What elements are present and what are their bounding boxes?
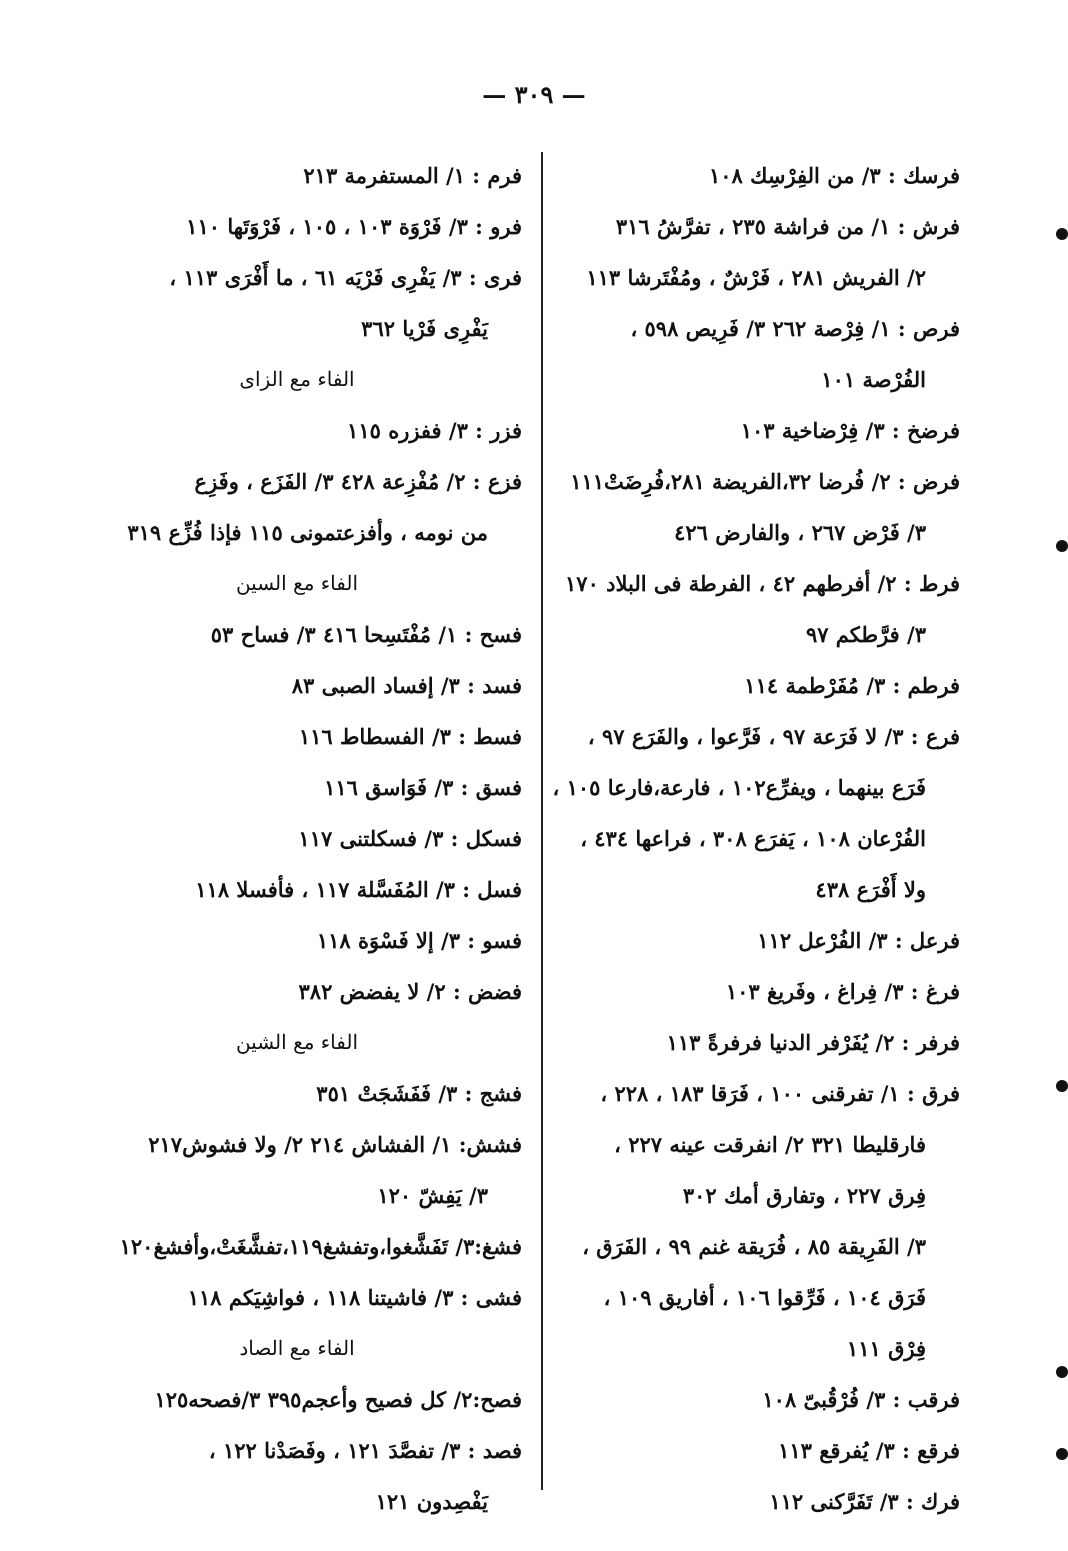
index-entry: فرق : ١/ تفرقنى ١٠٠ ، فَرَقا ١٨٣ ، ٢٢٨ ، xyxy=(600,1081,960,1106)
index-entry: فرعل : ٣/ الفُرْعل ١١٢ xyxy=(757,928,960,953)
index-entry: فشغ:٣/ تَفَشَّغوا،وتفشغ١١٩،تفشَّغَتْ،وأفشغ١٢٠ xyxy=(119,1234,522,1259)
index-entry: فشى : ٣/ فاشيتنا ١١٨ ، فواشِيَكم ١١٨ xyxy=(187,1285,522,1310)
page-number: — ٣٠٩ — xyxy=(482,80,586,109)
index-entry: فصد : ٣/ تفصَّدَ ١٢١ ، وفَصَدْنا ١٢٢ ، xyxy=(208,1438,522,1463)
index-entry-continuation: فَرَع بينهما ، ويفرِّع١٠٢ ، فارعة،فارعا ١٠٥ ، xyxy=(552,775,926,800)
index-entry: فرفر : ٢/ يُفَرْفر الدنيا فرفرةً ١١٣ xyxy=(666,1030,960,1055)
index-entry: فرغ : ٣/ فِراغ ، وفَريغ ١٠٣ xyxy=(725,979,960,1004)
index-entry: فسكل : ٣/ فسكلتنى ١١٧ xyxy=(298,826,522,851)
index-entry: فضض : ٢/ لا يفضض ٣٨٢ xyxy=(298,979,522,1004)
index-entry: فسو : ٣/ إلا فَسْوَة ١١٨ xyxy=(316,928,522,953)
index-entry-continuation: فِرق ٢٢٧ ، وتفارق أمك ٣٠٢ xyxy=(682,1183,926,1208)
section-heading: الفاء مع الزاى xyxy=(239,367,355,391)
index-entry: فرسك : ٣/ من الفِرْسِك ١٠٨ xyxy=(709,163,960,188)
section-heading: الفاء مع الشين xyxy=(235,1030,359,1054)
section-heading: الفاء مع الصاد xyxy=(239,1336,355,1360)
index-entry-continuation: فِرْق ١١١ xyxy=(846,1336,926,1361)
margin-mark xyxy=(1056,1080,1068,1092)
index-entry-continuation: يَفْرِى فَرْيا ٣٦٢ xyxy=(361,316,488,341)
index-entry: فرك : ٣/ تَفَرَّكنى ١١٢ xyxy=(769,1489,960,1514)
index-entry: فصح:٢/ كل فصيح وأعجم٣٩٥ ٣/فصحه١٢٥ xyxy=(154,1387,522,1412)
index-entry-continuation: الفُرْعان ١٠٨ ، يَفرَع ٣٠٨ ، فراعها ٤٣٤ ، xyxy=(580,826,926,851)
left-column xyxy=(72,150,522,1527)
margin-mark xyxy=(1056,1448,1068,1460)
margin-mark xyxy=(1056,228,1068,240)
index-entry: فرو : ٣/ فَرْوَة ١٠٣ ، ١٠٥ ، فَرْوَتَها ١١٠ xyxy=(186,214,522,239)
index-entry: فرع : ٣/ لا فَرَعة ٩٧ ، فَرَّعوا ، والفَرَع ٩٧ ، xyxy=(587,724,960,749)
index-entry: فزر : ٣/ ففزره ١١٥ xyxy=(347,418,522,443)
index-entry: فرص : ١/ فِرْصة ٢٦٢ ٣/ فَرِيص ٥٩٨ ، xyxy=(630,316,960,341)
index-entry: فرقع : ٣/ يُفرقع ١١٣ xyxy=(778,1438,960,1463)
index-entry: فزع : ٢/ مُفْزِعة ٤٢٨ ٣/ الفَزَع ، وفَزِع xyxy=(194,469,522,494)
index-entry: فسح : ١/ مُفْتَسِحا ٤١٦ ٣/ فساح ٥٣ xyxy=(210,622,522,647)
right-column xyxy=(520,150,960,1527)
index-entry: فرقب : ٣/ فُرْقُبىّ ١٠٨ xyxy=(762,1387,960,1412)
margin-mark xyxy=(1056,540,1068,552)
index-entry: فسق : ٣/ فَوَاسق ١١٦ xyxy=(324,775,522,800)
index-entry-continuation: فارقليطا ٣٢١ ٢/ انفرقت عينه ٢٢٧ ، xyxy=(614,1132,926,1157)
index-entry: فرم : ١/ المستفرمة ٢١٣ xyxy=(303,163,522,188)
index-entry: فسل : ٣/ المُفَسَّلة ١١٧ ، فأفسلا ١١٨ xyxy=(195,877,522,902)
index-entry: فشش: ١/ الفشاش ٢١٤ ٢/ ولا فشوش٢١٧ xyxy=(148,1132,522,1157)
index-entry-continuation: الفُرْصة ١٠١ xyxy=(821,367,926,392)
section-heading: الفاء مع السين xyxy=(235,571,359,595)
index-entry-continuation: يَفْصِدون ١٢١ xyxy=(375,1489,488,1514)
index-entry: فرط : ٢/ أفرطهم ٤٢ ، الفرطة فى البلاد ١٧٠ xyxy=(565,571,960,596)
index-entry-continuation: ٣/ فرَّطكم ٩٧ xyxy=(805,622,926,647)
index-entry: فسط : ٣/ الفسطاط ١١٦ xyxy=(298,724,522,749)
index-entry-continuation: ٣/ يَفِشّ ١٢٠ xyxy=(377,1183,488,1208)
index-entry-continuation: ٢/ الفريش ٢٨١ ، فَرْشٌ ، ومُفْتَرشا ١١٣ xyxy=(586,265,926,290)
index-entry: فرضخ : ٣/ فِرْضاخية ١٠٣ xyxy=(740,418,960,443)
index-entry-continuation: ولا أَفْرَع ٤٣٨ xyxy=(815,877,926,902)
margin-mark xyxy=(1056,1366,1068,1378)
index-entry: فرض : ٢/ فُرضا ٣٢،الفريضة ٢٨١،فُرِضَتْ١١١ xyxy=(570,469,960,494)
index-entry-continuation: من نومه ، وأفزعتمونى ١١٥ فإذا فُزِّع ٣١٩ xyxy=(127,520,488,545)
index-entry: فرطم : ٣/ مُفَرْطمة ١١٤ xyxy=(744,673,960,698)
index-entry: فشج : ٣/ فَفَشَجَتْ ٣٥١ xyxy=(316,1081,522,1106)
index-entry: فسد : ٣/ إفساد الصبى ٨٣ xyxy=(291,673,522,698)
index-entry-continuation: فَرَق ١٠٤ ، فَرِّقوا ١٠٦ ، أفاريق ١٠٩ ، xyxy=(603,1285,926,1310)
index-entry-continuation: ٣/ الفَرِيقة ٨٥ ، فُرَيقة غنم ٩٩ ، الفَرَق ، xyxy=(582,1234,926,1259)
index-entry: فرش : ١/ من فراشة ٢٣٥ ، تفرَّشُ ٣١٦ xyxy=(615,214,960,239)
index-entry-continuation: ٣/ فَرْض ٢٦٧ ، والفارض ٤٢٦ xyxy=(674,520,926,545)
index-entry: فرى : ٣/ يَفْرِى فَرْيَه ٦١ ، ما أَفْرَى ١١٣ ، xyxy=(169,265,522,290)
